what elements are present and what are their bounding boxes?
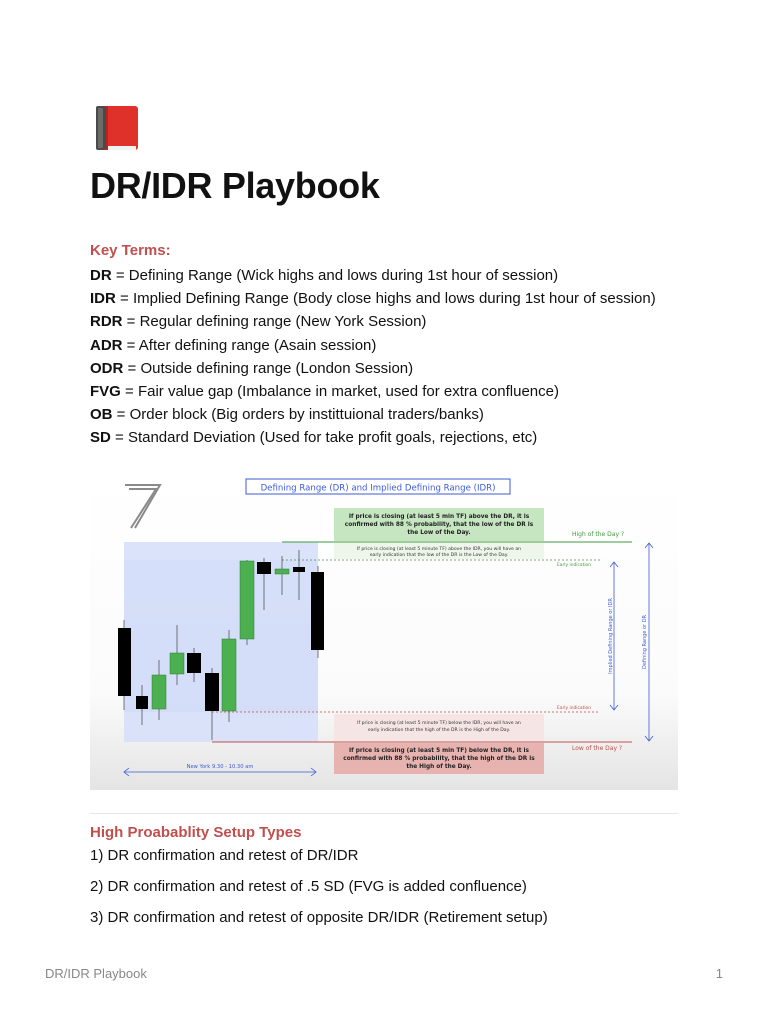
key-term-item: FVG = Fair value gap (Imbalance in market, used for extra confluence) <box>90 383 559 401</box>
figure-title: Defining Range (DR) and Implied Defining Range (IDR) <box>260 483 496 494</box>
page-number: 1 <box>715 966 723 981</box>
section-divider <box>90 813 678 814</box>
key-term-item: RDR = Regular defining range (New York Session) <box>90 313 427 331</box>
key-terms-list <box>90 264 656 450</box>
early-above-line: If price is closing (at least 5 minute TF) above the IDR, you will have an <box>356 547 522 552</box>
red-book-icon <box>94 103 140 153</box>
high-of-day-label: High of the Day ? <box>572 531 625 538</box>
key-term-item: ODR = Outside defining range (London Session) <box>90 359 414 377</box>
key-term-item: DR = Defining Range (Wick highs and lows during 1st hour of session) <box>90 267 559 284</box>
key-term-item: ADR = After defining range (Asain session) <box>90 336 377 354</box>
setup-item: 1) DR confirmation and retest of DR/IDR <box>90 847 359 864</box>
confirm-above-line: confirmed with 88 % probability, that the low of the DR is <box>344 522 534 528</box>
key-term-item: IDR = Implied Defining Range (Body close highs and lows during 1st hour of session) <box>90 290 656 308</box>
setups-heading: High Proabablity Setup Types <box>90 824 302 841</box>
footer-title: DR/IDR Playbook <box>45 966 147 981</box>
key-term-item: SD = Standard Deviation (Used for take profit goals, rejections, etc) <box>90 429 538 447</box>
key-term-item: OB = Order block (Big orders by instittuional traders/banks) <box>90 406 484 424</box>
early-indication-top: Early indication <box>557 563 592 568</box>
early-indication-bottom: Early indication <box>557 706 592 711</box>
setup-item: 2) DR confirmation and retest of .5 SD (FVG is added confluence) <box>90 878 527 895</box>
session-label: New York 9.30 - 10.30 am <box>186 764 254 770</box>
early-above-line: early indication that the low of the DR is the Low of the Day. <box>369 553 509 558</box>
early-below-line: early indication that the high of the DR is the High of the Day. <box>367 728 511 733</box>
setup-item: 3) DR confirmation and retest of opposite DR/IDR (Retirement setup) <box>90 909 548 926</box>
confirm-below-line: confirmed with 88 % probability, that the high of the DR is <box>343 756 535 762</box>
confirm-below-line: the High of the Day. <box>406 764 472 770</box>
confirm-above-line: If price is closing (at least 5 min TF) above the DR, it is <box>348 514 530 520</box>
key-terms-heading: Key Terms: <box>90 242 171 259</box>
low-of-day-label: Low of the Day ? <box>572 745 623 752</box>
confirm-above-line: the Low of the Day. <box>407 530 471 536</box>
early-below-line: If price is closing (at least 5 minute TF) below the IDR, you will have an <box>357 721 521 726</box>
dr-axis-label: Defining Range or DR <box>642 614 648 670</box>
dr-idr-diagram <box>90 470 678 790</box>
page-title: DR/IDR Playbook <box>90 165 380 206</box>
idr-axis-label: Implied Defining Range or IDR <box>608 598 614 674</box>
confirm-below-line: If price is closing (at least 5 min TF) below the DR, it is <box>349 748 529 754</box>
